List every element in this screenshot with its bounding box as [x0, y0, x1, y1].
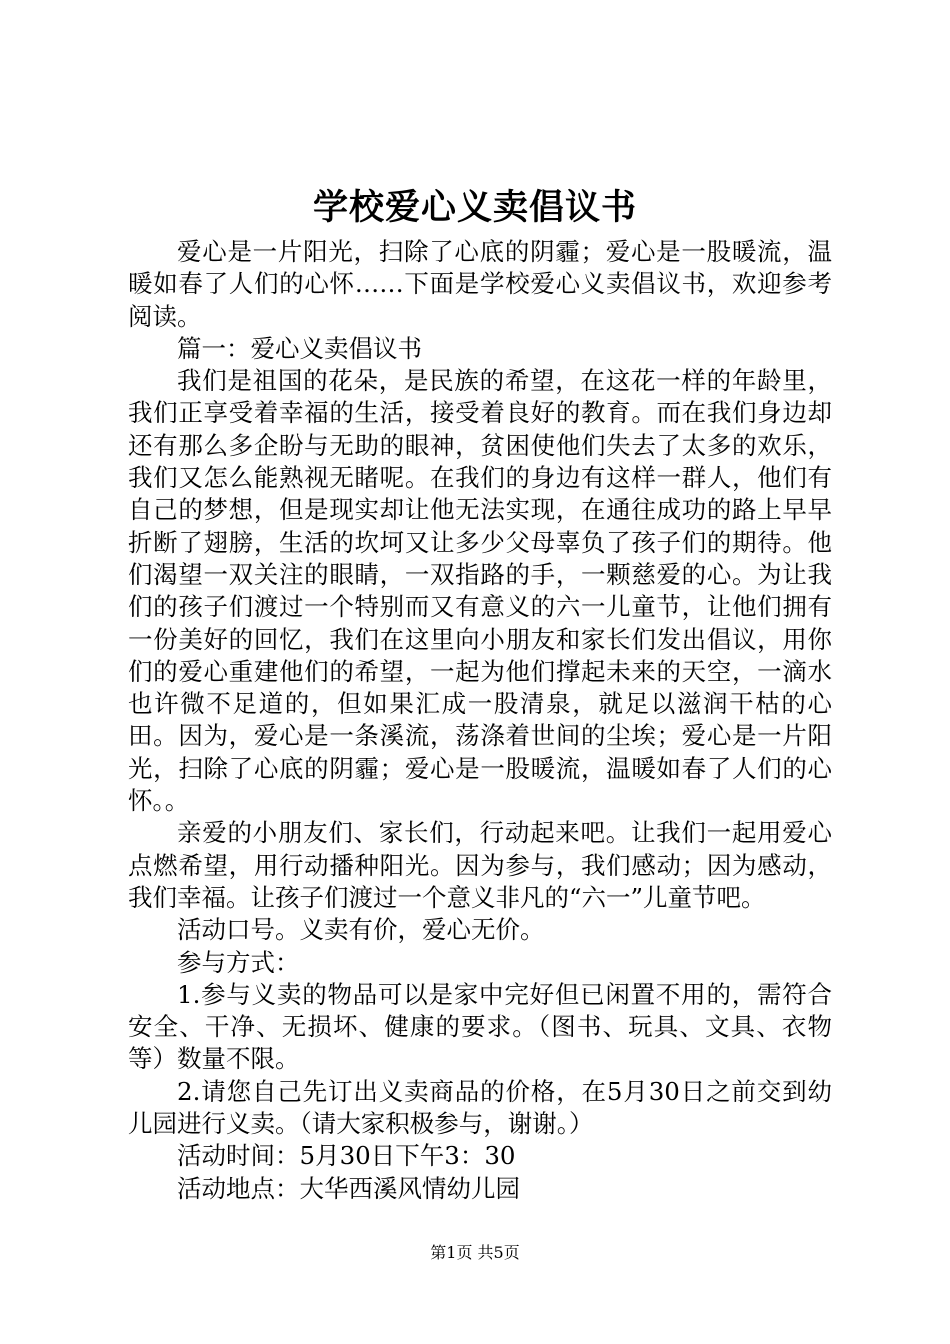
paragraph-participation-item-2: 2.请您自己先订出义卖商品的价格，在5月30日之前交到幼儿园进行义卖。（请大家积极参与，谢谢。）	[128, 1076, 832, 1139]
paragraph-event-location: 活动地点：大华西溪风情幼儿园	[177, 1173, 520, 1203]
paragraph-participation-heading: 参与方式：	[177, 947, 300, 977]
paragraph-call-to-action: 亲爱的小朋友们、家长们，行动起来吧。让我们一起用爱心点燃希望，用行动播种阳光。因为参与，我们感动；因为感动，我们幸福。让孩子们渡过一个意义非凡的“六一”儿童节吧。	[128, 818, 832, 912]
page-footer: 第1页 共5页	[430, 1243, 520, 1262]
paragraph-event-time: 活动时间：5月30日下午3：30	[177, 1141, 516, 1171]
paragraph-intro: 爱心是一片阳光，扫除了心底的阴霾；爱心是一股暖流，温暖如春了人们的心怀……下面是学校爱心义卖倡议书，欢迎参考阅读。	[128, 237, 832, 331]
paragraph-main-text: 我们是祖国的花朵，是民族的希望，在这花一样的年龄里，我们正享受着幸福的生活，接受着良好的教育。而在我们身边却还有那么多企盼与无助的眼神，贫困使他们失去了太多的欢乐，我们又怎么能熟视无睹呢。在我们的身边有这样一群人，他们有自己的梦想，但是现实却让他无法实现，在通往成功的路上早早折断了翅膀，生活的坎坷又让多少父母辜负了孩子们的期待。他们渴望一双关注的眼睛，一双指路的手，一颗慈爱的心。为让我们的孩子们渡过一个特别而又有意义的六一儿童节，让他们拥有一份美好的回忆，我们在这里向小朋友和家长们发出倡议，用你们的爱心重建他们的希望，一起为他们撑起未来的天空，一滴水也许微不足道的，但如果汇成一股清泉，就足以滋润干枯的心田。因为，爱心是一条溪流，荡涤着世间的尘埃；爱心是一片阳光，扫除了心底的阴霾；爱心是一股暖流，温暖如春了人们的心怀。。	[128, 366, 832, 816]
paragraph-slogan: 活动口号。义卖有价，爱心无价。	[177, 915, 545, 945]
document-title: 学校爱心义卖倡议书	[312, 187, 637, 228]
document-body	[128, 236, 832, 1205]
paragraph-participation-item-1: 1.参与义卖的物品可以是家中完好但已闲置不用的，需符合安全、干净、无损坏、健康的要求。（图书、玩具、文具、衣物等）数量不限。	[128, 979, 832, 1074]
paragraph-chapter-heading: 篇一：爱心义卖倡议书	[177, 333, 422, 363]
